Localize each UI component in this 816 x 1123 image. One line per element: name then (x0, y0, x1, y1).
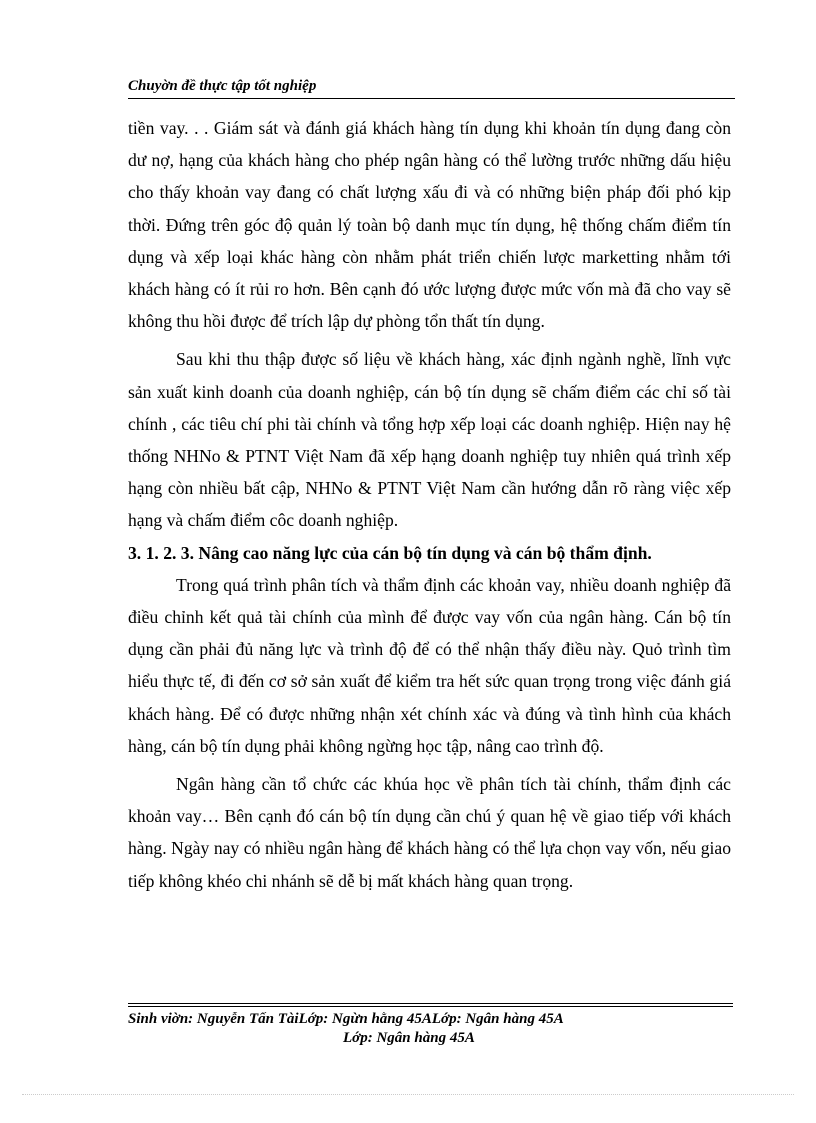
page-footer (128, 1010, 733, 1048)
footer-divider-bottom (128, 1006, 733, 1007)
footer-line-1: Sinh viờn: Nguyễn Tấn TàiLớp: Ngừn hằng 45ALớp: Ngân hàng 45A (128, 1011, 564, 1027)
section-heading: 3. 1. 2. 3. Nâng cao năng lực của cán bộ tín dụng và cán bộ thẩm định. (128, 542, 652, 563)
paragraph-1: tiền vay. . . Giám sát và đánh giá khách hàng tín dụng khi khoản tín dụng đang còn dư nợ, hạng của khách hàng cho phép ngân hàng có thể lường trước những dấu hiệu cho thấy khoản vay đang có chất lượng xấu đi và có những biện pháp đối phó kịp thời. Đứng trên góc độ quản lý toàn bộ danh mục tín dụng, hệ thống chấm điểm tín dụng và xếp loại khác hàng còn nhằm phát triển chiến lược marketting nhằm tới khách hàng có ít rủi ro hơn. Bên cạnh đó ước lượng được mức vốn mà đã cho vay sẽ không thu hồi được để trích lập dự phòng tổn thất tín dụng. (128, 118, 731, 332)
body-text (128, 112, 731, 897)
page-header-title: Chuyờn đề thực tập tốt nghiệp (128, 78, 317, 94)
footer-divider-top (128, 1003, 733, 1004)
paragraph-2: Sau khi thu thập được số liệu về khách hàng, xác định ngành nghề, lĩnh vực sản xuất kinh doanh của doanh nghiệp, cán bộ tín dụng sẽ chấm điểm các chỉ số tài chính , các tiêu chí phi tài chính và tổng hợp xếp loại các doanh nghiệp. Hiện nay hệ thống NHNo & PTNT Việt Nam đã xếp hạng doanh nghiệp tuy nhiên quá trình xếp hạng còn nhiều bất cập, NHNo & PTNT Việt Nam cần hướng dẫn rõ ràng việc xếp hạng và chấm điểm côc doanh nghiệp. (128, 349, 731, 531)
paragraph-4: Ngân hàng cần tổ chức các khúa học về phân tích tài chính, thẩm định các khoản vay… Bên cạnh đó cán bộ tín dụng cần chú ý quan hệ về giao tiếp với khách hàng. Ngày nay có nhiều ngân hàng để khách hàng có thể lựa chọn vay vốn, nếu giao tiếp không khéo chi nhánh sẽ dễ bị mất khách hàng quan trọng. (128, 774, 731, 891)
footer-line-2: Lớp: Ngân hàng 45A (343, 1030, 475, 1046)
paragraph-3: Trong quá trình phân tích và thẩm định các khoản vay, nhiều doanh nghiệp đã điều chỉnh kết quả tài chính của mình để được vay vốn của ngân hàng. Cán bộ tín dụng cần phải đủ năng lực và trình độ để có thể nhận thấy điều này. Quỏ trình tìm hiểu thực tế, đi đến cơ sở sản xuất để kiểm tra hết sức quan trọng trong việc đánh giá khách hàng. Để có được những nhận xét chính xác và đúng và tình hình của khách hàng, cán bộ tín dụng phải không ngừng học tập, nâng cao trình độ. (128, 574, 731, 756)
header-divider (128, 98, 735, 99)
page-bottom-dotted-line (22, 1094, 794, 1095)
